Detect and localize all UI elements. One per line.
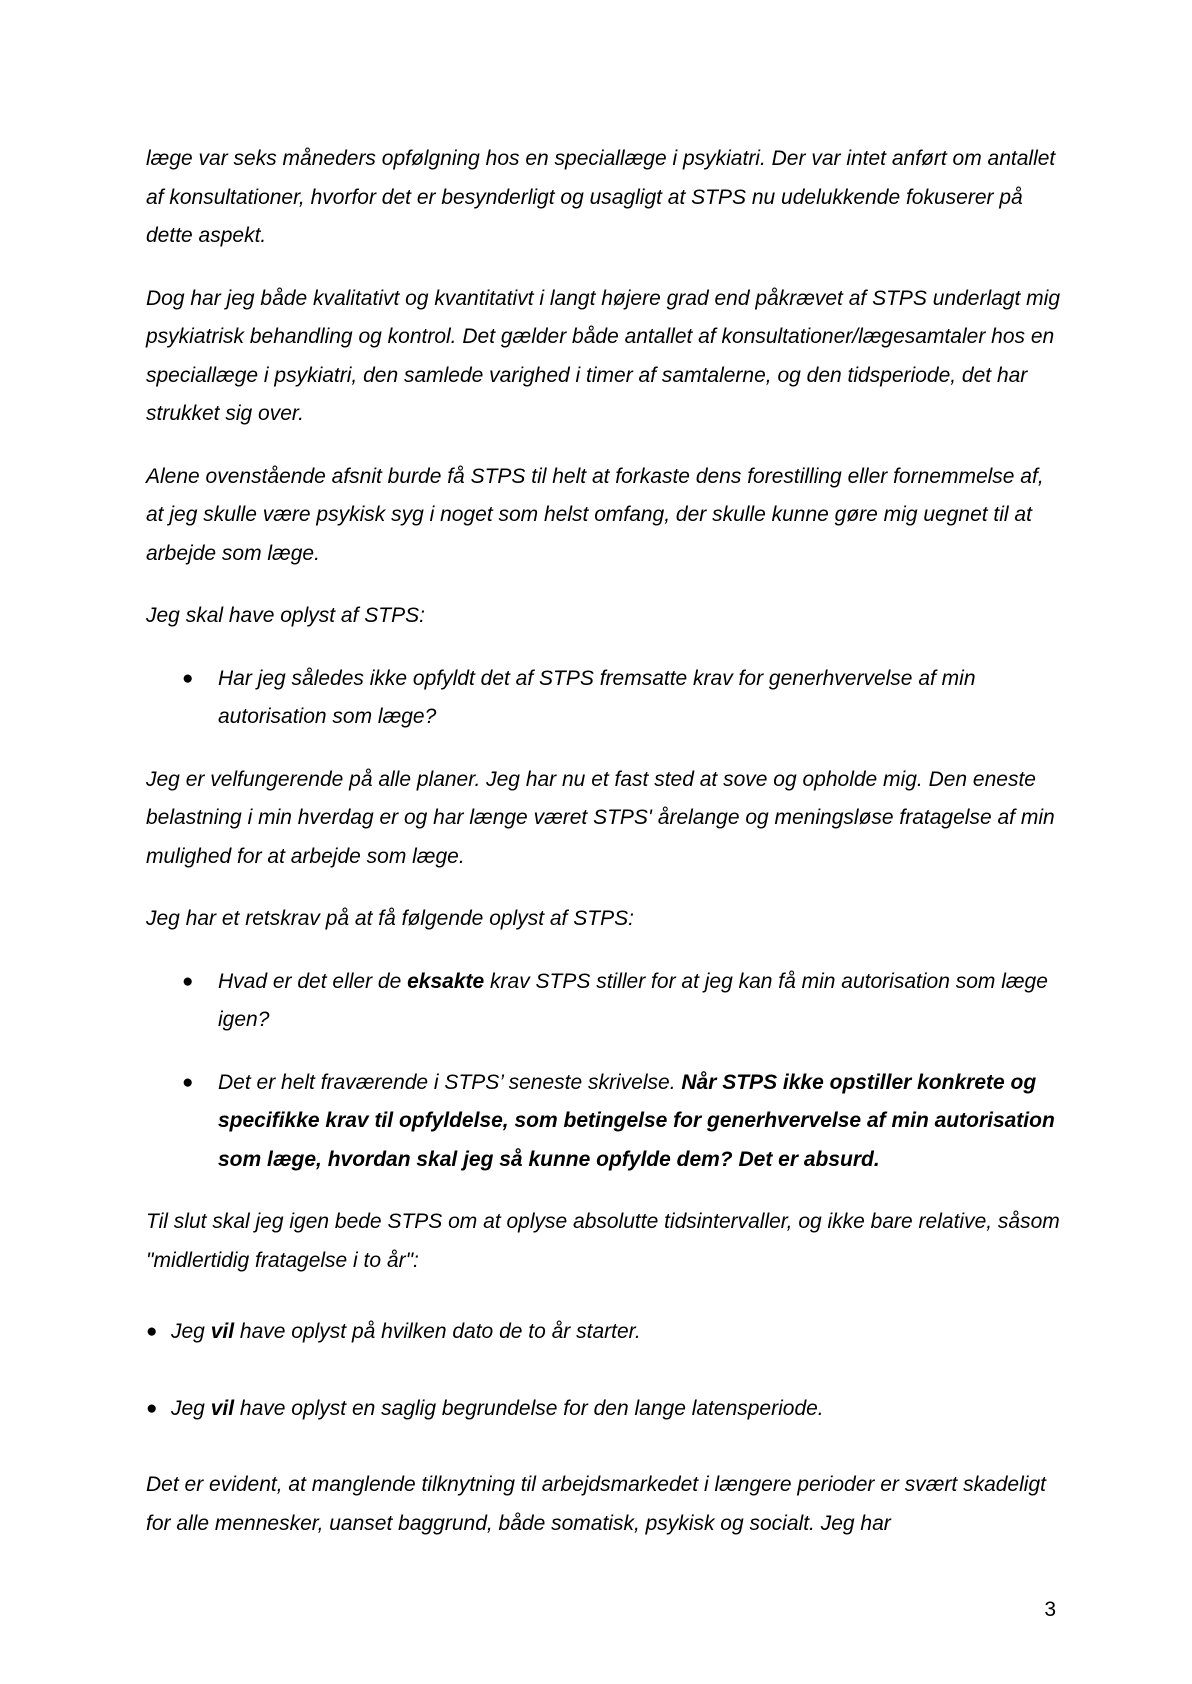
list-item-text: Hvad er det eller de xyxy=(218,969,408,993)
list-item-text: Jeg xyxy=(171,1320,211,1343)
bullet-list-1 xyxy=(146,660,1066,737)
list-item xyxy=(146,660,1066,737)
emphasis-text: eksakte xyxy=(407,969,485,993)
bullet-list-2 xyxy=(146,963,1066,1180)
page-number: 3 xyxy=(1044,1598,1056,1621)
list-item-text: krav STPS stiller for at jeg kan få min autorisation som læge igen? xyxy=(218,969,1048,1031)
paragraph-5: Jeg er velfungerende på alle planer. Jeg har nu et fast sted at sove og opholde mig. Den eneste belastning i min hverdag er og har længe været STPS' årelange og meningsløse fratagelse af min mulighed for at arbejde som læge. xyxy=(146,767,1055,868)
list-item-text: Har jeg således ikke opfyldt det af STPS fremsatte krav for generhvervelse af min autorisation som læge? xyxy=(218,666,976,728)
emphasis-text: vil xyxy=(210,1396,235,1420)
list-item xyxy=(146,1390,1066,1429)
paragraph-3: Alene ovenstående afsnit burde få STPS til helt at forkaste dens forestilling eller fornemmelse af, at jeg skulle være psykisk syg i noget som helst omfang, der skulle kunne gøre mig uegnet til at arbejde som læge. xyxy=(146,464,1044,565)
bullet-icon: ● xyxy=(182,667,194,689)
paragraph-8: Det er evident, at manglende tilknytning til arbejdsmarkedet i længere perioder er svært skadeligt for alle mennesker, uanset baggrund, både somatisk, psykisk og socialt. Jeg har xyxy=(146,1473,1046,1535)
paragraph-2: Dog har jeg både kvalitativt og kvantitativt i langt højere grad end påkrævet af STPS underlagt mig psykiatrisk behandling og kontrol. Det gælder både antallet af konsultationer/lægesamtaler hos en speciallæge i psykiatri, den samlede varighed i timer af samtalerne, og den tidsperiode, det har strukket sig over. xyxy=(146,286,1060,425)
list-item xyxy=(146,1064,1066,1180)
list-item-text: Det er helt fraværende i STPS’ seneste skrivelse. xyxy=(218,1070,682,1094)
list-item-text: have oplyst på hvilken dato de to år starter. xyxy=(234,1320,641,1343)
list-item-text: have oplyst en saglig begrundelse for den lange latensperiode. xyxy=(234,1396,824,1420)
paragraph-4: Jeg skal have oplyst af STPS: xyxy=(146,604,425,627)
list-item xyxy=(146,1313,1066,1352)
bullet-icon: ● xyxy=(146,1321,158,1342)
document-body xyxy=(146,140,1066,1543)
emphasis-text: vil xyxy=(210,1320,235,1343)
paragraph-6: Jeg har et retskrav på at få følgende oplyst af STPS: xyxy=(146,907,634,930)
bullet-list-3 xyxy=(146,1313,1066,1428)
paragraph-7: Til slut skal jeg igen bede STPS om at oplyse absolutte tidsintervaller, og ikke bare relative, såsom "midlertidig fratagelse i to år": xyxy=(146,1210,1060,1272)
paragraph-1: læge var seks måneders opfølgning hos en speciallæge i psykiatri. Der var intet anført om antallet af konsultationer, hvorfor det er besynderligt og usagligt at STPS nu udelukkende fokuserer på dette aspekt. xyxy=(146,147,1056,247)
bullet-icon: ● xyxy=(182,1071,194,1093)
bullet-icon: ● xyxy=(146,1397,158,1419)
bullet-icon: ● xyxy=(182,970,194,992)
emphasis-text: Når STPS ikke opstiller konkrete og specifikke krav til opfyldelse, som betingelse for generhvervelse af min autorisation som læge, hvordan skal jeg så kunne opfylde dem? Det er absurd. xyxy=(218,1070,1055,1171)
list-item xyxy=(146,963,1066,1040)
list-item-text: Jeg xyxy=(171,1396,211,1420)
